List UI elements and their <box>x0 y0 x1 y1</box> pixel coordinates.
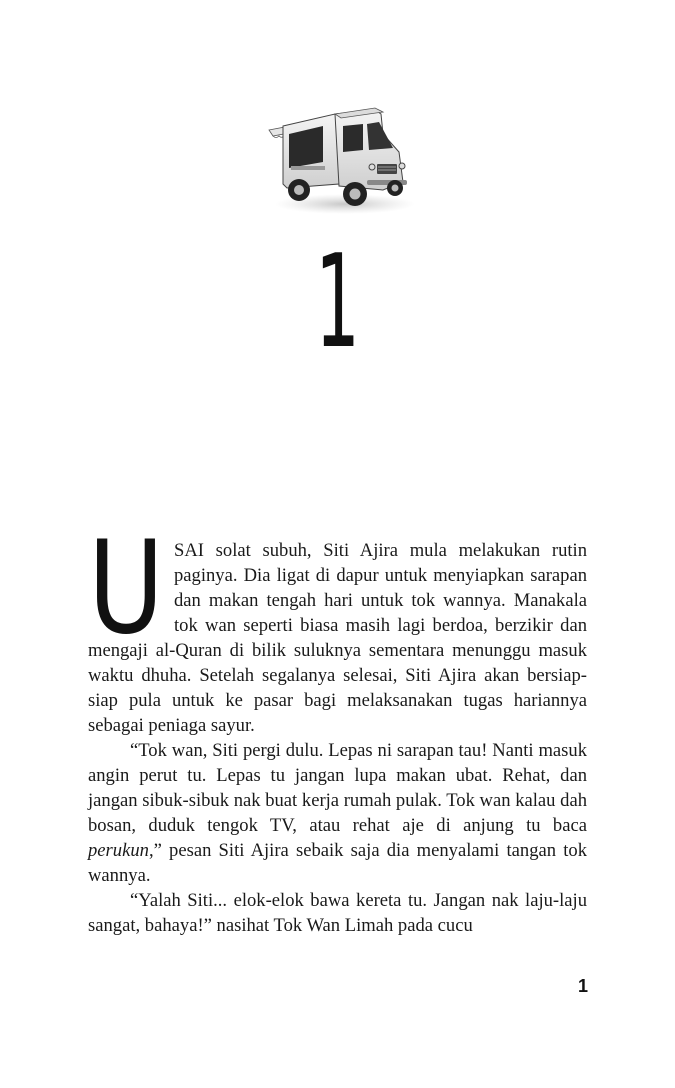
drop-cap <box>88 514 174 663</box>
paragraph-2 <box>88 738 587 888</box>
paragraph-3: “Yalah Siti... elok-elok bawa kereta tu. Jangan nak laju-laju sangat, bahaya!” nasihat Tok Wan Limah pada cucu <box>88 890 587 936</box>
drop-cap-letter: U <box>88 514 164 663</box>
body-text <box>88 514 587 938</box>
paragraph-1: SAI solat subuh, Siti Ajira mula melakukan rutin paginya. Dia ligat di dapur untuk menyiapkan sarapan dan makan tengah hari untuk tok wannya. Manakala tok wan seperti biasa masih lagi berdoa, berzikir dan mengaji al-Quran di bilik suluknya sementara menunggu masuk waktu dhuha. Setelah segalanya selesai, Siti Ajira akan bersiap-siap pula untuk ke pasar bagi melaksanakan tugas hariannya sebagai peniaga sayur. <box>88 540 587 736</box>
paragraph-2-end: ,” pesan Siti Ajira sebaik saja dia menyalami tangan tok wannya. <box>88 840 587 886</box>
paragraph-2-italic: perukun <box>88 840 149 861</box>
food-truck-illustration <box>263 104 415 216</box>
paragraph-2-start: “Tok wan, Siti pergi dulu. Lepas ni sarapan tau! Nanti masuk angin perut tu. Lepas tu jangan lupa makan ubat. Rehat, dan jangan sibuk-sibuk nak buat kerja rumah pulak. Tok wan kalau dah bosan, duduk tengok TV, atau rehat aje di anjung tu baca <box>88 740 587 836</box>
chapter-number: 1 <box>315 228 360 377</box>
page-number: 1 <box>577 976 588 996</box>
